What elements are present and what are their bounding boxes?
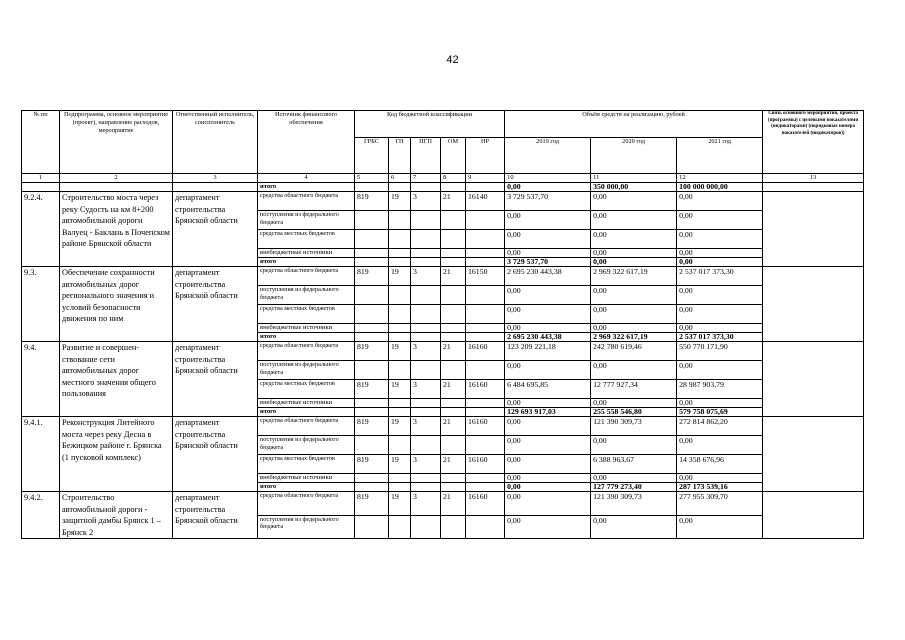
col-number: 13 bbox=[763, 174, 864, 183]
value-2021: 14 358 676,96 bbox=[677, 455, 763, 474]
col-number: 2 bbox=[60, 174, 173, 183]
value-2021: 0,00 bbox=[677, 515, 763, 539]
kbk-pgp bbox=[411, 474, 441, 483]
kbk-gp: 19 bbox=[389, 417, 411, 436]
header-np: НР bbox=[466, 138, 505, 174]
kbk-np: 16160 bbox=[466, 380, 505, 399]
value-2019: 0,00 bbox=[505, 361, 591, 380]
kbk-np bbox=[466, 399, 505, 408]
kbk-pgp: 3 bbox=[411, 380, 441, 399]
source-label: итого bbox=[258, 333, 355, 342]
kbk-pgp bbox=[411, 361, 441, 380]
value-2020: 0,00 bbox=[591, 230, 677, 249]
kbk-np bbox=[466, 249, 505, 258]
value-2020: 6 388 963,67 bbox=[591, 455, 677, 474]
header-2020: 2020 год bbox=[591, 138, 677, 174]
kbk-pgp bbox=[411, 483, 441, 492]
kbk-np bbox=[466, 474, 505, 483]
value-2021: 0,00 bbox=[677, 249, 763, 258]
kbk-gp bbox=[389, 483, 411, 492]
header-source: Источник финансового обеспечения bbox=[258, 111, 355, 174]
kbk-np bbox=[466, 324, 505, 333]
table-row bbox=[22, 492, 864, 516]
kbk-pgp bbox=[411, 258, 441, 267]
source-label: внебюджетные источники bbox=[258, 474, 355, 483]
value-2019: 2 695 230 443,38 bbox=[505, 333, 591, 342]
kbk-gp bbox=[389, 474, 411, 483]
value-2020: 0,00 bbox=[591, 192, 677, 211]
row-number: 9.4.1. bbox=[22, 417, 60, 492]
value-2019: 123 209 221,18 bbox=[505, 342, 591, 361]
kbk-pgp bbox=[411, 211, 441, 230]
value-2021: 0,00 bbox=[677, 192, 763, 211]
value-2021: 0,00 bbox=[677, 436, 763, 455]
value-2020: 0,00 bbox=[591, 324, 677, 333]
kbk-om bbox=[441, 408, 466, 417]
value-2021: 287 173 539,16 bbox=[677, 483, 763, 492]
kbk-pgp: 3 bbox=[411, 492, 441, 516]
value-2019: 0,00 bbox=[505, 483, 591, 492]
source-label: средства местных бюджетов bbox=[258, 230, 355, 249]
value-2021: 272 814 862,20 bbox=[677, 417, 763, 436]
responsible-executor: департамент строительства Брянской области bbox=[173, 192, 258, 267]
kbk-om bbox=[441, 361, 466, 380]
row-number: 9.4.2. bbox=[22, 492, 60, 539]
col-number: 1 bbox=[22, 174, 60, 183]
kbk-grbs bbox=[355, 249, 389, 258]
row-number: 9.3. bbox=[22, 267, 60, 342]
kbk-grbs bbox=[355, 211, 389, 230]
source-label: внебюджетные источники bbox=[258, 399, 355, 408]
value-2021: 277 955 309,70 bbox=[677, 492, 763, 516]
col-number: 8 bbox=[441, 174, 466, 183]
value-2021: 2 537 017 373,30 bbox=[677, 333, 763, 342]
kbk-gp bbox=[389, 324, 411, 333]
kbk-om bbox=[441, 305, 466, 324]
source-label: средства областного бюджета bbox=[258, 492, 355, 516]
kbk-pgp bbox=[411, 305, 441, 324]
kbk-grbs: 819 bbox=[355, 492, 389, 516]
value-2020: 0,00 bbox=[591, 211, 677, 230]
value-2020: 0,00 bbox=[591, 286, 677, 305]
kbk-gp: 19 bbox=[389, 342, 411, 361]
source-label: средства областного бюджета bbox=[258, 342, 355, 361]
kbk-np: 16140 bbox=[466, 192, 505, 211]
value-2019: 0,00 bbox=[505, 436, 591, 455]
kbk-gp: 19 bbox=[389, 192, 411, 211]
source-label: внебюджетные источники bbox=[258, 249, 355, 258]
value-2019: 3 729 537,70 bbox=[505, 258, 591, 267]
source-label: средства областного бюджета bbox=[258, 192, 355, 211]
value-2021: 579 758 075,69 bbox=[677, 408, 763, 417]
indicator-link-cell bbox=[763, 417, 864, 492]
kbk-grbs bbox=[355, 408, 389, 417]
indicator-link-cell bbox=[763, 192, 864, 267]
kbk-om bbox=[441, 436, 466, 455]
responsible-executor: департамент строительства Брянской области bbox=[173, 267, 258, 342]
header-num: № пп bbox=[22, 111, 60, 174]
kbk-pgp: 3 bbox=[411, 192, 441, 211]
kbk-np bbox=[466, 408, 505, 417]
kbk-om bbox=[441, 258, 466, 267]
value-2019: 0,00 bbox=[505, 492, 591, 516]
value-2020: 2 969 322 617,19 bbox=[591, 267, 677, 286]
source-label: поступления из федерального бюджета bbox=[258, 515, 355, 539]
kbk-np: 16160 bbox=[466, 492, 505, 516]
source-label: итого bbox=[258, 183, 355, 192]
value-2019: 0,00 bbox=[505, 474, 591, 483]
kbk-np bbox=[466, 333, 505, 342]
value-2020: 0,00 bbox=[591, 258, 677, 267]
source-label: средства местных бюджетов bbox=[258, 380, 355, 399]
table-row bbox=[22, 183, 864, 192]
indicator-link-cell bbox=[763, 342, 864, 417]
header-link: Связь основного мероприятия, проекта (программы) с целевыми показателями (индикаторами) (порядковые номера показателей (индикаторов)) bbox=[763, 111, 864, 174]
kbk-gp bbox=[389, 211, 411, 230]
kbk-gp bbox=[389, 399, 411, 408]
kbk-gp bbox=[389, 436, 411, 455]
col-number: 4 bbox=[258, 174, 355, 183]
source-label: итого bbox=[258, 258, 355, 267]
header-program: Подпрограмма, основное мероприятие (проект), направление расходов, мероприятие bbox=[60, 111, 173, 174]
source-label: поступления из федерального бюджета bbox=[258, 286, 355, 305]
kbk-np bbox=[466, 436, 505, 455]
value-2020: 0,00 bbox=[591, 399, 677, 408]
row-number: 9.4. bbox=[22, 342, 60, 417]
value-2019: 0,00 bbox=[505, 455, 591, 474]
kbk-np bbox=[466, 258, 505, 267]
value-2021: 100 000 000,00 bbox=[677, 183, 763, 192]
value-2019: 0,00 bbox=[505, 230, 591, 249]
kbk-grbs: 819 bbox=[355, 417, 389, 436]
kbk-gp: 19 bbox=[389, 380, 411, 399]
kbk-pgp bbox=[411, 436, 441, 455]
kbk-np bbox=[466, 305, 505, 324]
source-label: итого bbox=[258, 483, 355, 492]
value-2020: 12 777 927,34 bbox=[591, 380, 677, 399]
col-number: 3 bbox=[173, 174, 258, 183]
kbk-om bbox=[441, 211, 466, 230]
kbk-gp bbox=[389, 286, 411, 305]
value-2021: 0,00 bbox=[677, 399, 763, 408]
header-om: ОМ bbox=[441, 138, 466, 174]
kbk-grbs bbox=[355, 483, 389, 492]
kbk-grbs bbox=[355, 324, 389, 333]
value-2020: 0,00 bbox=[591, 436, 677, 455]
header-responsible: Ответственный исполнитель, соисполнитель bbox=[173, 111, 258, 174]
value-2019: 0,00 bbox=[505, 211, 591, 230]
program-title: Реконструкция Литейного моста через реку Десна в Бежицком районе г. Брянска (1 пусковой комплекс) bbox=[60, 417, 173, 492]
value-2021: 28 987 903,79 bbox=[677, 380, 763, 399]
kbk-gp bbox=[389, 230, 411, 249]
value-2020: 2 969 322 617,19 bbox=[591, 333, 677, 342]
value-2020: 350 000,00 bbox=[591, 183, 677, 192]
value-2020: 127 779 273,40 bbox=[591, 483, 677, 492]
value-2019: 0,00 bbox=[505, 515, 591, 539]
source-label: поступления из федерального бюджета bbox=[258, 211, 355, 230]
indicator-link-cell bbox=[763, 492, 864, 539]
kbk-gp bbox=[389, 258, 411, 267]
kbk-om: 21 bbox=[441, 380, 466, 399]
kbk-om bbox=[441, 249, 466, 258]
source-label: средства областного бюджета bbox=[258, 267, 355, 286]
kbk-np: 16160 bbox=[466, 417, 505, 436]
kbk-pgp: 3 bbox=[411, 342, 441, 361]
kbk-gp: 19 bbox=[389, 492, 411, 516]
kbk-om bbox=[441, 483, 466, 492]
header-pgp: ПГП bbox=[411, 138, 441, 174]
col-number: 5 bbox=[355, 174, 389, 183]
kbk-gp bbox=[389, 515, 411, 539]
value-2021: 0,00 bbox=[677, 211, 763, 230]
kbk-gp bbox=[389, 408, 411, 417]
kbk-om: 21 bbox=[441, 492, 466, 516]
kbk-grbs: 819 bbox=[355, 342, 389, 361]
kbk-om: 21 bbox=[441, 417, 466, 436]
source-label: внебюджетные источники bbox=[258, 324, 355, 333]
kbk-pgp bbox=[411, 324, 441, 333]
source-label: средства местных бюджетов bbox=[258, 455, 355, 474]
kbk-grbs bbox=[355, 230, 389, 249]
kbk-om bbox=[441, 324, 466, 333]
program-title: Строительство автомобильной дороги - защитной дамбы Брянск 1 – Брянск 2 bbox=[60, 492, 173, 539]
source-label: поступления из федерального бюджета bbox=[258, 436, 355, 455]
kbk-np: 16160 bbox=[466, 342, 505, 361]
budget-table bbox=[21, 110, 864, 539]
program-title: Строительство моста через реку Судость на км 8+200 автомобильной дороги Валуец - Баклань в Почепском районе Брянской области bbox=[60, 192, 173, 267]
header-2021: 2021 год bbox=[677, 138, 763, 174]
kbk-grbs bbox=[355, 305, 389, 324]
kbk-pgp bbox=[411, 230, 441, 249]
kbk-grbs: 819 bbox=[355, 455, 389, 474]
responsible-executor: департамент строительства Брянской области bbox=[173, 342, 258, 417]
kbk-gp bbox=[389, 333, 411, 342]
kbk-grbs bbox=[355, 361, 389, 380]
kbk-grbs bbox=[355, 399, 389, 408]
kbk-np bbox=[466, 483, 505, 492]
value-2019: 2 695 230 443,38 bbox=[505, 267, 591, 286]
indicator-link-cell bbox=[763, 267, 864, 342]
value-2020: 121 390 309,73 bbox=[591, 417, 677, 436]
value-2019: 129 693 917,03 bbox=[505, 408, 591, 417]
value-2019: 0,00 bbox=[505, 399, 591, 408]
value-2020: 0,00 bbox=[591, 361, 677, 380]
kbk-om bbox=[441, 286, 466, 305]
kbk-np bbox=[466, 211, 505, 230]
source-label: средства местных бюджетов bbox=[258, 305, 355, 324]
col-number: 6 bbox=[389, 174, 411, 183]
value-2021: 0,00 bbox=[677, 305, 763, 324]
col-number: 12 bbox=[677, 174, 763, 183]
value-2020: 255 558 546,80 bbox=[591, 408, 677, 417]
value-2019: 0,00 bbox=[505, 417, 591, 436]
kbk-grbs bbox=[355, 286, 389, 305]
kbk-np bbox=[466, 361, 505, 380]
kbk-om: 21 bbox=[441, 455, 466, 474]
kbk-np bbox=[466, 286, 505, 305]
table-body bbox=[22, 183, 864, 539]
kbk-gp: 19 bbox=[389, 455, 411, 474]
value-2020: 0,00 bbox=[591, 249, 677, 258]
table-row bbox=[22, 192, 864, 211]
responsible-executor: департамент строительства Брянской области bbox=[173, 492, 258, 539]
value-2021: 0,00 bbox=[677, 474, 763, 483]
header-grbs: ГРБС bbox=[355, 138, 389, 174]
kbk-np bbox=[466, 230, 505, 249]
kbk-grbs bbox=[355, 436, 389, 455]
kbk-grbs bbox=[355, 515, 389, 539]
value-2019: 6 484 695,85 bbox=[505, 380, 591, 399]
table-row bbox=[22, 267, 864, 286]
kbk-grbs: 819 bbox=[355, 192, 389, 211]
value-2021: 0,00 bbox=[677, 361, 763, 380]
value-2020: 0,00 bbox=[591, 515, 677, 539]
value-2019: 0,00 bbox=[505, 305, 591, 324]
value-2020: 121 390 309,73 bbox=[591, 492, 677, 516]
kbk-gp bbox=[389, 361, 411, 380]
kbk-grbs bbox=[355, 258, 389, 267]
value-2021: 0,00 bbox=[677, 286, 763, 305]
kbk-pgp bbox=[411, 333, 441, 342]
kbk-gp bbox=[389, 305, 411, 324]
kbk-om: 21 bbox=[441, 192, 466, 211]
value-2021: 0,00 bbox=[677, 258, 763, 267]
column-numbers-row bbox=[22, 174, 864, 183]
header-kbk: Код бюджетной классификации bbox=[355, 111, 505, 138]
kbk-om: 21 bbox=[441, 342, 466, 361]
kbk-np bbox=[466, 515, 505, 539]
value-2019: 3 729 537,70 bbox=[505, 192, 591, 211]
header-gp: ГП bbox=[389, 138, 411, 174]
kbk-pgp bbox=[411, 286, 441, 305]
value-2019: 0,00 bbox=[505, 183, 591, 192]
kbk-grbs: 819 bbox=[355, 267, 389, 286]
kbk-grbs bbox=[355, 474, 389, 483]
value-2019: 0,00 bbox=[505, 324, 591, 333]
kbk-om bbox=[441, 474, 466, 483]
kbk-grbs: 819 bbox=[355, 380, 389, 399]
table-header bbox=[22, 111, 864, 183]
col-number: 11 bbox=[591, 174, 677, 183]
kbk-np: 16160 bbox=[466, 455, 505, 474]
value-2021: 550 770 171,90 bbox=[677, 342, 763, 361]
kbk-pgp: 3 bbox=[411, 267, 441, 286]
kbk-om bbox=[441, 333, 466, 342]
kbk-pgp: 3 bbox=[411, 455, 441, 474]
kbk-pgp bbox=[411, 399, 441, 408]
value-2020: 242 780 619,46 bbox=[591, 342, 677, 361]
program-title: Развитие и совершен-ствование сети автомобильных дорог местного значения общего пользования bbox=[60, 342, 173, 417]
value-2019: 0,00 bbox=[505, 286, 591, 305]
col-number: 10 bbox=[505, 174, 591, 183]
kbk-gp: 19 bbox=[389, 267, 411, 286]
kbk-np: 16150 bbox=[466, 267, 505, 286]
value-2021: 0,00 bbox=[677, 230, 763, 249]
kbk-pgp bbox=[411, 515, 441, 539]
header-volume: Объём средств на реализацию, рублей bbox=[505, 111, 763, 138]
table-row bbox=[22, 342, 864, 361]
page-number: 42 bbox=[446, 54, 459, 66]
kbk-pgp: 3 bbox=[411, 417, 441, 436]
kbk-gp bbox=[389, 249, 411, 258]
kbk-pgp bbox=[411, 249, 441, 258]
value-2021: 2 537 017 373,30 bbox=[677, 267, 763, 286]
kbk-om bbox=[441, 515, 466, 539]
col-number: 9 bbox=[466, 174, 505, 183]
header-2019: 2019 год bbox=[505, 138, 591, 174]
kbk-om bbox=[441, 230, 466, 249]
source-label: средства областного бюджета bbox=[258, 417, 355, 436]
source-label: итого bbox=[258, 408, 355, 417]
kbk-grbs bbox=[355, 333, 389, 342]
value-2019: 0,00 bbox=[505, 249, 591, 258]
kbk-om: 21 bbox=[441, 267, 466, 286]
value-2021: 0,00 bbox=[677, 324, 763, 333]
responsible-executor: департамент строительства Брянской области bbox=[173, 417, 258, 492]
value-2020: 0,00 bbox=[591, 474, 677, 483]
col-number: 7 bbox=[411, 174, 441, 183]
source-label: поступления из федерального бюджета bbox=[258, 361, 355, 380]
program-title: Обеспечение сохранности автомобильных дорог регионального значения и условий безопасности движения по ним bbox=[60, 267, 173, 342]
kbk-pgp bbox=[411, 408, 441, 417]
kbk-om bbox=[441, 399, 466, 408]
row-number: 9.2.4. bbox=[22, 192, 60, 267]
table-row bbox=[22, 417, 864, 436]
value-2020: 0,00 bbox=[591, 305, 677, 324]
